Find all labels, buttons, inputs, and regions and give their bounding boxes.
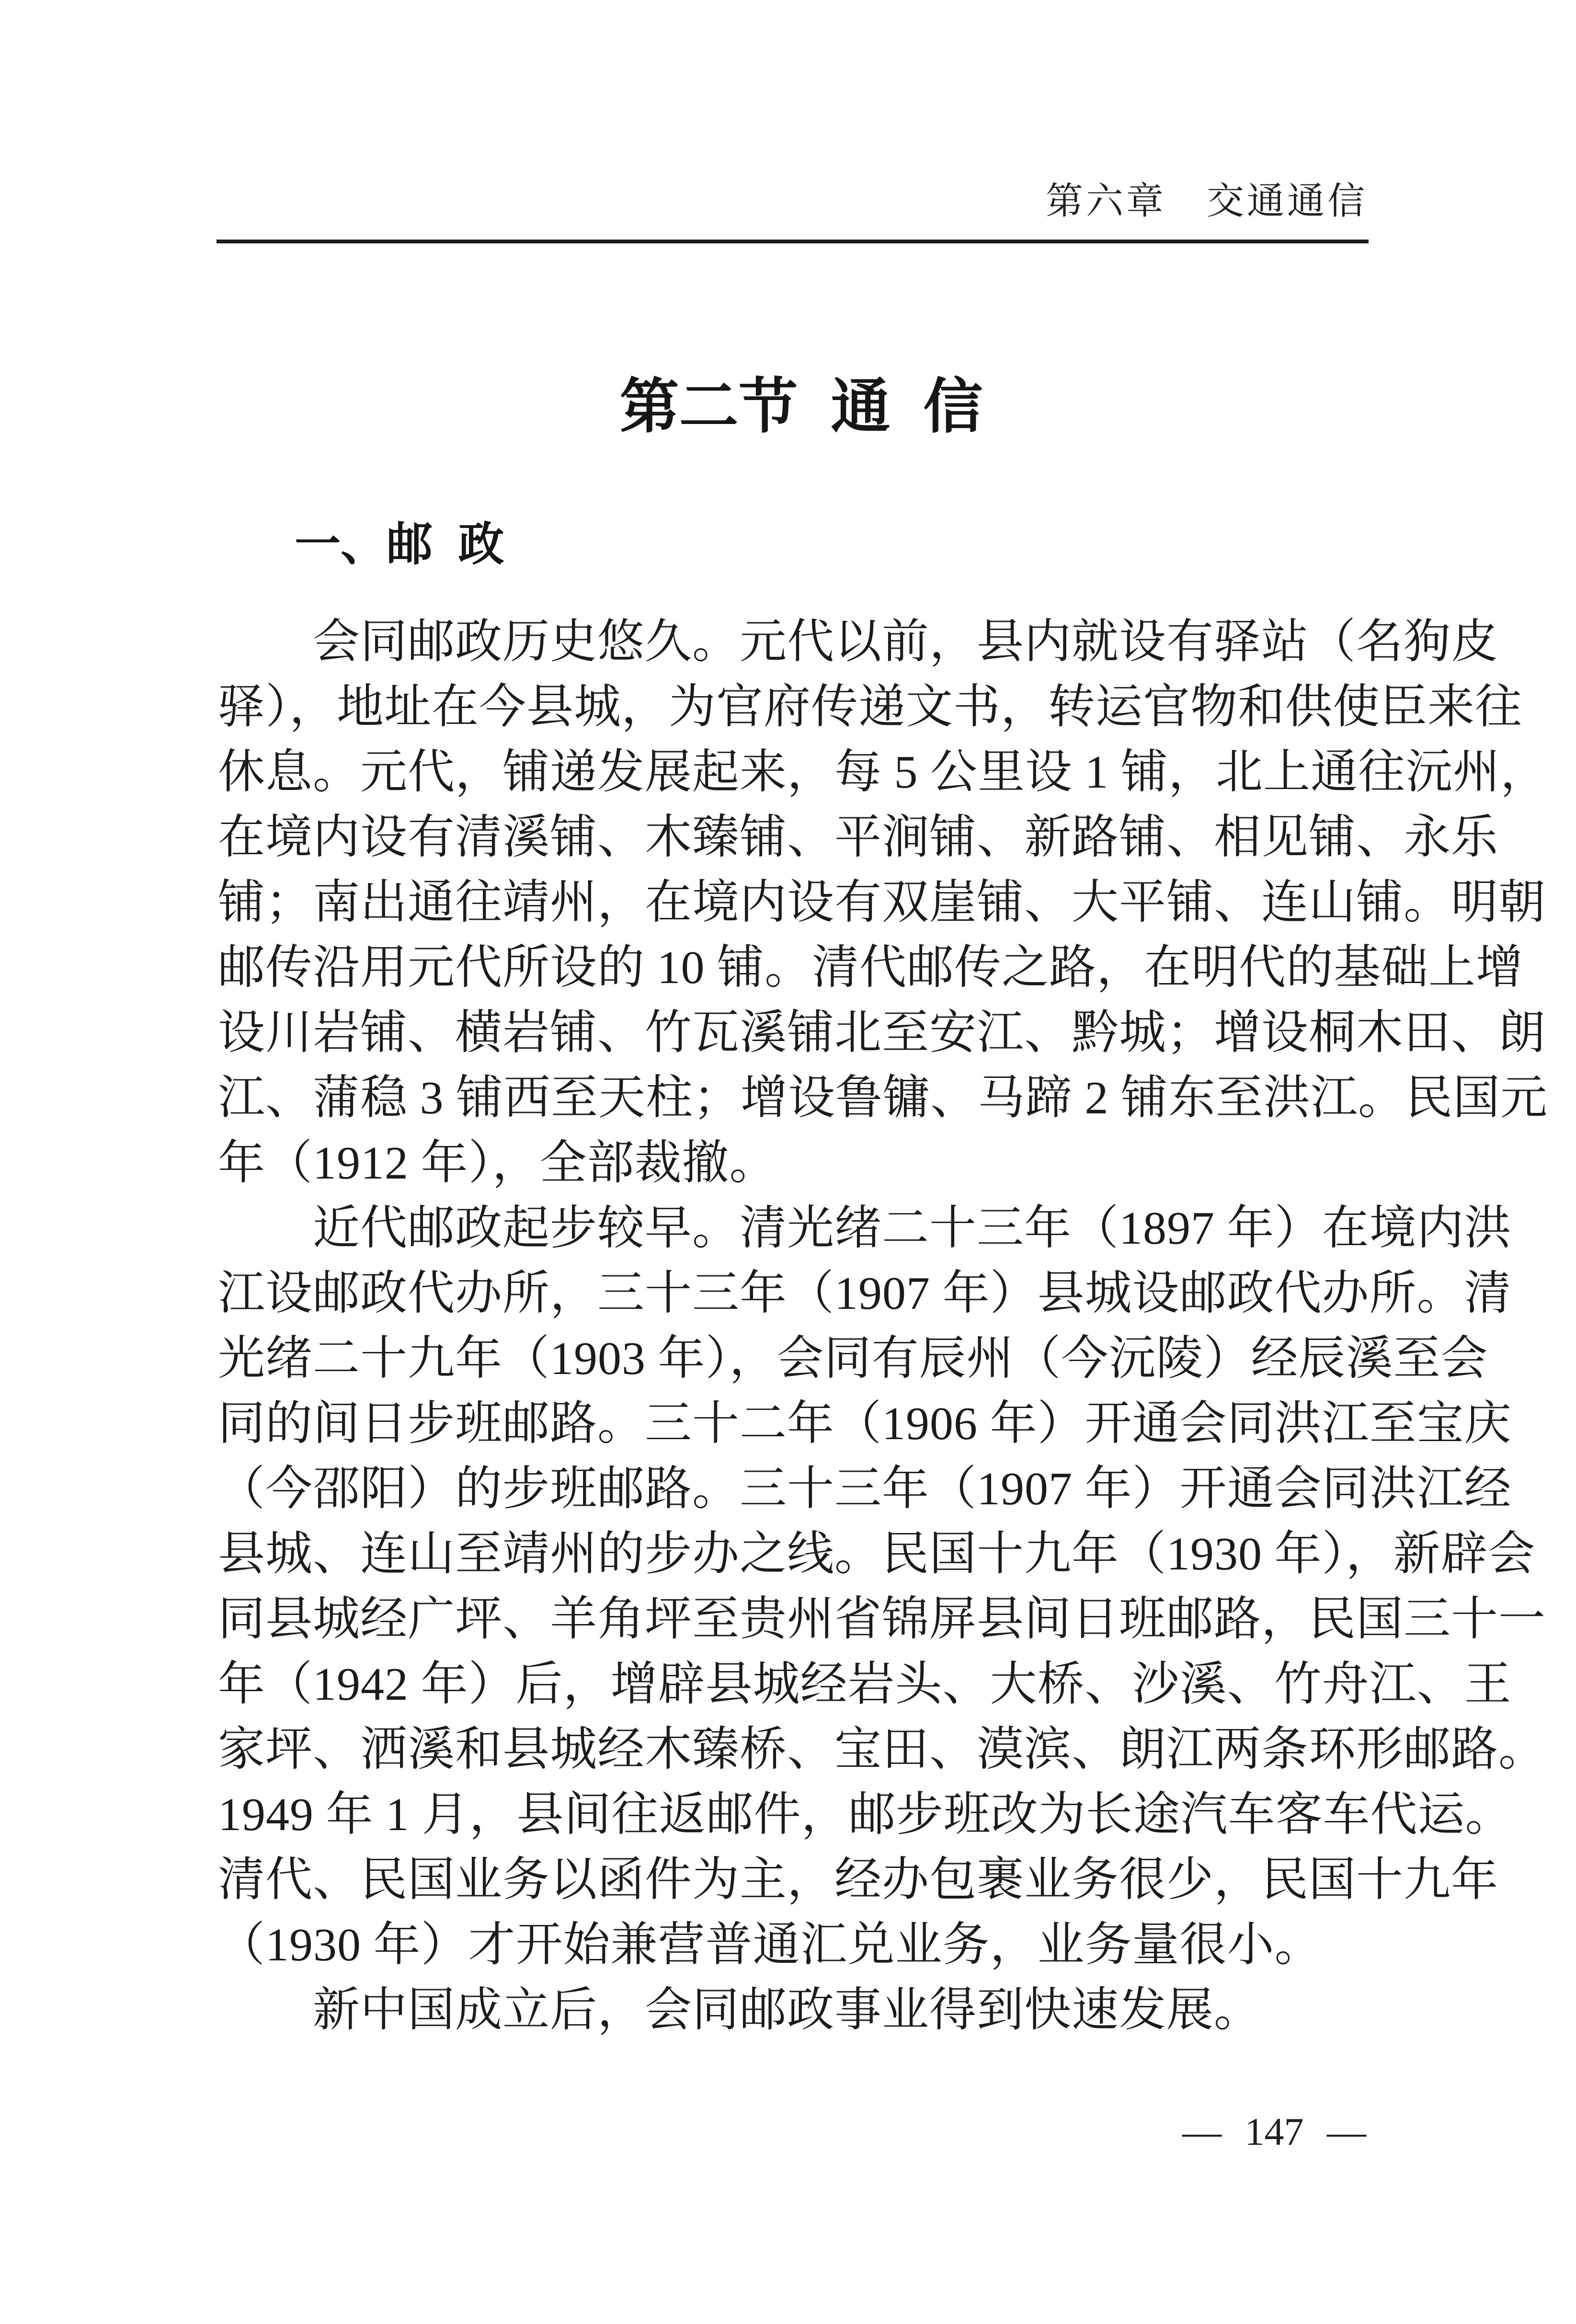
- text-line: 光绪二十九年（1903 年），会同有辰州（今沅陵）经辰溪至会: [218, 1333, 1488, 1385]
- body-text: [218, 609, 1548, 2043]
- text-line: 县城、连山至靖州的步办之线。民国十九年（1930 年），新辟会: [218, 1528, 1536, 1580]
- text-line: 设川岩铺、横岩铺、竹瓦溪铺北至安江、黔城；增设桐木田、朗: [218, 1007, 1546, 1059]
- paragraph: [218, 609, 1548, 1196]
- text-line: 年（1912 年），全部裁撤。: [218, 1137, 777, 1189]
- text-line: 1949 年 1 月，县间往返邮件，邮步班改为长途汽车客车代运。: [218, 1789, 1513, 1841]
- paragraph: [218, 1196, 1546, 1978]
- text-line: 铺；南出通往靖州，在境内设有双崖铺、大平铺、连山铺。明朝: [218, 877, 1546, 928]
- text-line: 休息。元代，铺递发展起来，每 5 公里设 1 铺，北上通往沅州，: [218, 746, 1548, 798]
- text-line: 邮传沿用元代所设的 10 铺。清代邮传之路，在明代的基础上增: [218, 942, 1524, 994]
- text-line: 驿），地址在今县城，为官府传递文书，转运官物和供使臣来往: [218, 681, 1523, 733]
- text-line: 江设邮政代办所，三十三年（1907 年）县城设邮政代办所。清: [218, 1268, 1512, 1319]
- text-line: 会同邮政历史悠久。元代以前，县内就设有驿站（名狗皮: [218, 616, 1499, 668]
- subsection-heading: 一、邮 政: [295, 519, 504, 570]
- text-line: 清代、民国业务以函件为主，经办包裹业务很少，民国十九年: [218, 1854, 1499, 1906]
- paragraph: [218, 1978, 1382, 2043]
- text-line: 近代邮政起步较早。清光绪二十三年（1897 年）在境内洪: [218, 1202, 1512, 1254]
- text-line: 同县城经广坪、羊角坪至贵州省锦屏县间日班邮路，民国三十一: [218, 1593, 1546, 1645]
- text-line: （1930 年）才开始兼营普通汇兑业务，业务量很小。: [218, 1919, 1322, 1971]
- header-rule: [217, 240, 1369, 243]
- page-number: — 147 —: [1182, 2110, 1366, 2153]
- text-line: 家坪、洒溪和县城经木臻桥、宝田、漠滨、朗江两条环形邮路。: [218, 1724, 1546, 1775]
- running-header: 第六章 交通通信: [1045, 180, 1368, 222]
- text-line: 在境内设有清溪铺、木臻铺、平涧铺、新路铺、相见铺、永乐: [218, 812, 1499, 863]
- text-line: 同的间日步班邮路。三十二年（1906 年）开通会同洪江至宝庆: [218, 1398, 1512, 1450]
- text-line: 江、蒲稳 3 铺西至天柱；增设鲁镛、马蹄 2 铺东至洪江。民国元: [218, 1072, 1548, 1124]
- page-title: 第二节 通 信: [619, 374, 983, 440]
- text-line: （今邵阳）的步班邮路。三十三年（1907 年）开通会同洪江经: [218, 1463, 1512, 1515]
- text-line: 新中国成立后，会同邮政事业得到快速发展。: [218, 1984, 1262, 2036]
- text-line: 年（1942 年）后，增辟县城经岩头、大桥、沙溪、竹舟江、王: [218, 1659, 1512, 1710]
